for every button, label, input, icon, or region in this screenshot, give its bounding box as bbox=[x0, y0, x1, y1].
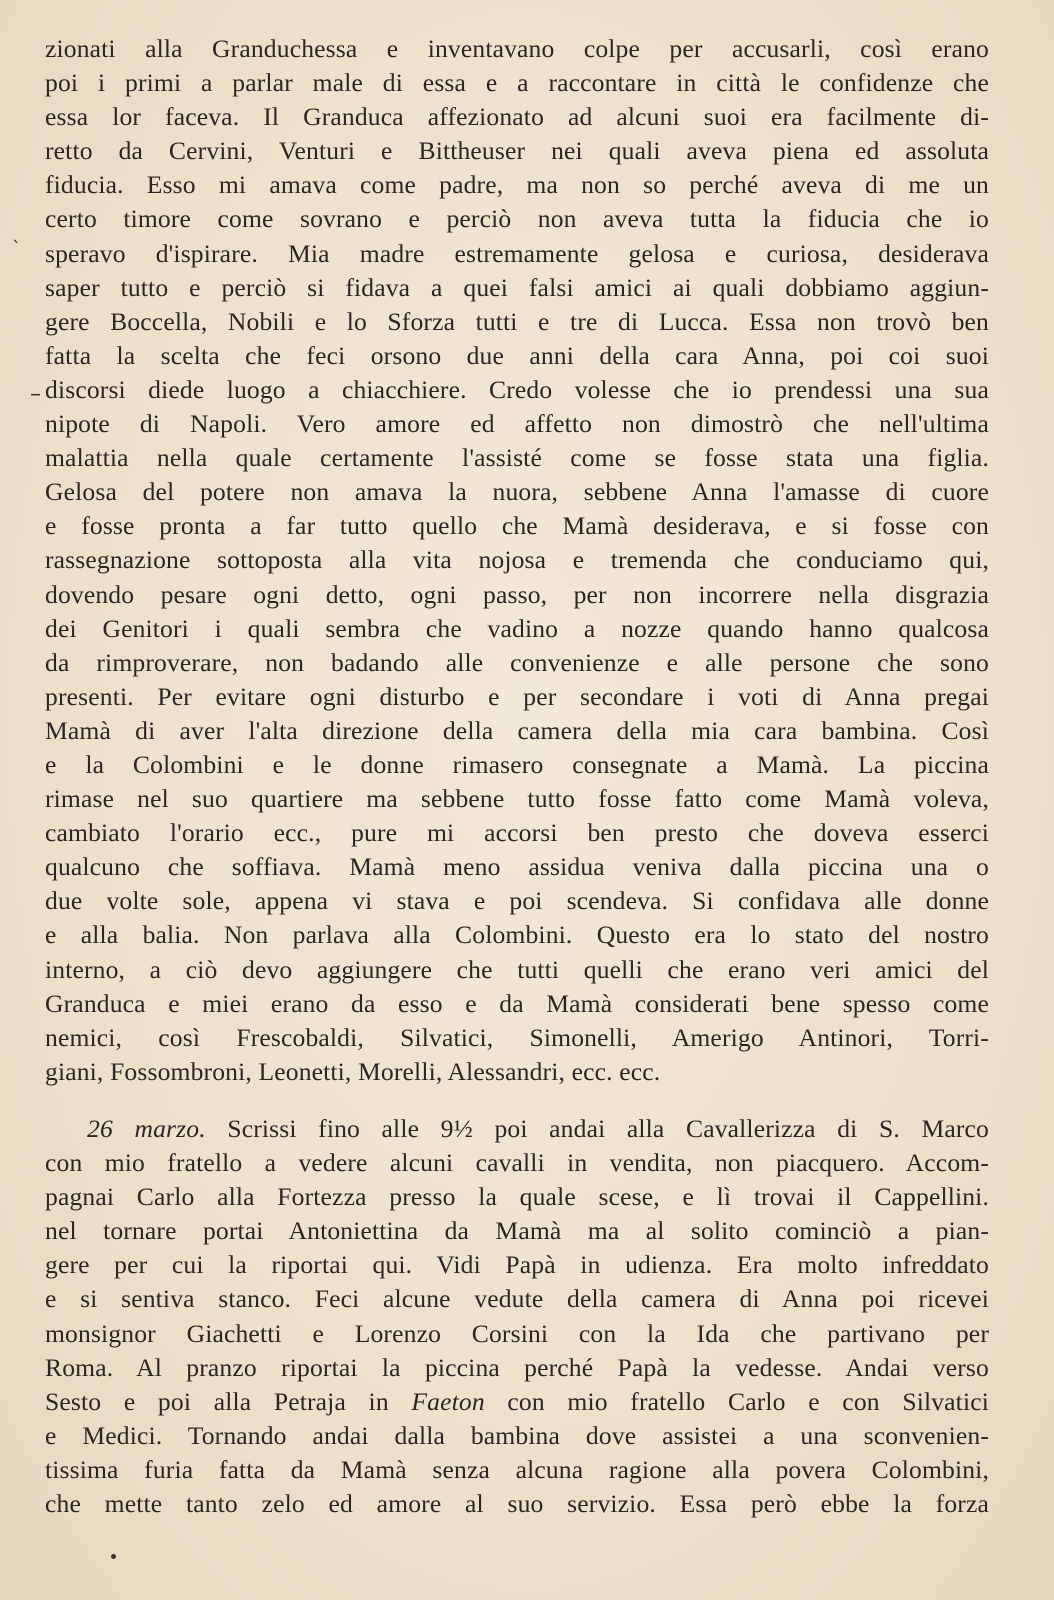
text-line: essa lor faceva. Il Granduca affezionato ad alcuni suoi era facilmente di- bbox=[45, 102, 989, 132]
text-fragment: Scrissi fino alle 9½ poi andai alla Cavallerizza di S. Marco bbox=[227, 1114, 989, 1143]
text-line: con mio fratello a vedere alcuni cavalli in vendita, non piacquero. Accom- bbox=[45, 1148, 989, 1178]
text-line: tissima furia fatta da Mamà senza alcuna ragione alla povera Colombini, bbox=[45, 1454, 989, 1484]
text-line: Mamà di aver l'alta direzione della camera della mia cara bambina. Così bbox=[45, 715, 989, 745]
text-line: Granduca e miei erano da esso e da Mamà considerati bene spesso come bbox=[45, 988, 989, 1018]
text-line: Roma. Al pranzo riportai la piccina perché Papà la vedesse. Andai verso bbox=[45, 1352, 989, 1382]
text-line: presenti. Per evitare ogni disturbo e per secondare i voti di Anna pregai bbox=[45, 681, 989, 711]
text-line: qualcuno che soffiava. Mamà meno assidua veniva dalla piccina una o bbox=[45, 852, 989, 882]
text-line: dei Genitori i quali sembra che vadino a nozze quando hanno qualcosa bbox=[45, 613, 989, 643]
margin-dash-mark: – bbox=[30, 382, 41, 407]
text-line: malattia nella quale certamente l'assisté come se fosse stata una figlia. bbox=[45, 443, 989, 473]
text-line: zionati alla Granduchessa e inventavano colpe per accusarli, così erano bbox=[45, 34, 989, 63]
text-line: fatta la scelta che feci orsono due anni della cara Anna, poi coi suoi bbox=[45, 340, 989, 370]
text-line: pagnai Carlo alla Fortezza presso la quale scese, e lì trovai il Cappellini. bbox=[45, 1182, 989, 1212]
text-line: gere Boccella, Nobili e lo Sforza tutti e tre di Lucca. Essa non trovò ben bbox=[45, 306, 989, 336]
text-fragment: con mio fratello Carlo e con Silvatici bbox=[507, 1386, 989, 1416]
text-line-first bbox=[45, 1112, 989, 1146]
text-line-with-title bbox=[45, 1385, 989, 1419]
paragraph-1 bbox=[45, 32, 989, 1089]
carriage-title: Faeton bbox=[411, 1386, 485, 1416]
text-line: fiducia. Esso mi amava come padre, ma non so perché aveva di me un bbox=[45, 170, 989, 200]
paragraph-2 bbox=[45, 1112, 989, 1521]
text-line: monsignor Giachetti e Lorenzo Corsini con la Ida che partivano per bbox=[45, 1318, 989, 1348]
text-line: dovendo pesare ogni detto, ogni passo, per non incorrere nella disgrazia bbox=[45, 579, 989, 609]
text-line: nel tornare portai Antoniettina da Mamà ma al solito cominciò a pian- bbox=[45, 1216, 989, 1246]
text-line: da rimproverare, non badando alle convenienze e alle persone che sono bbox=[45, 647, 989, 677]
text-line: retto da Cervini, Venturi e Bittheuser nei quali aveva piena ed assoluta bbox=[45, 136, 989, 166]
margin-dot-mark bbox=[111, 1554, 116, 1559]
text-line: rimase nel suo quartiere ma sebbene tutto fosse fatto come Mamà voleva, bbox=[45, 784, 989, 814]
text-line: gere per cui la riportai qui. Vidi Papà in udienza. Era molto infreddato bbox=[45, 1250, 989, 1280]
text-line: rassegnazione sottoposta alla vita nojosa e tremenda che conduciamo qui, bbox=[45, 545, 989, 575]
text-line: Gelosa del potere non amava la nuora, sebbene Anna l'amasse di cuore bbox=[45, 477, 989, 507]
text-line: interno, a ciò devo aggiungere che tutti quelli che erano veri amici del bbox=[45, 954, 989, 984]
text-fragment: Sesto e poi alla Petraja in bbox=[45, 1386, 389, 1416]
text-line: certo timore come sovrano e perciò non aveva tutta la fiducia che io bbox=[45, 204, 989, 234]
entry-date: 26 marzo. bbox=[87, 1114, 206, 1143]
text-line: cambiato l'orario ecc., pure mi accorsi ben presto che doveva esserci bbox=[45, 818, 989, 848]
text-line: che mette tanto zelo ed amore al suo servizio. Essa però ebbe la forza bbox=[45, 1489, 989, 1519]
text-line: discorsi diede luogo a chiacchiere. Credo volesse che io prendessi una sua bbox=[45, 374, 989, 404]
text-line: nipote di Napoli. Vero amore ed affetto non dimostrò che nell'ultima bbox=[45, 409, 989, 439]
text-line: poi i primi a parlar male di essa e a raccontare in città le confidenze che bbox=[45, 68, 989, 98]
text-line: nemici, così Frescobaldi, Silvatici, Simonelli, Amerigo Antinori, Torri- bbox=[45, 1022, 989, 1052]
text-line: e si sentiva stanco. Feci alcune vedute della camera di Anna poi ricevei bbox=[45, 1284, 989, 1314]
margin-tick-mark: ` bbox=[12, 238, 21, 259]
text-line: speravo d'ispirare. Mia madre estremamente gelosa e curiosa, desiderava bbox=[45, 238, 989, 268]
text-line: e fosse pronta a far tutto quello che Mamà desiderava, e si fosse con bbox=[45, 511, 989, 541]
text-line: e alla balia. Non parlava alla Colombini. Questo era lo stato del nostro bbox=[45, 920, 989, 950]
text-line: due volte sole, appena vi stava e poi scendeva. Si confidava alle donne bbox=[45, 886, 989, 916]
text-line: saper tutto e perciò si fidava a quei falsi amici ai quali dobbiamo aggiun- bbox=[45, 272, 989, 302]
text-line: e la Colombini e le donne rimasero consegnate a Mamà. La piccina bbox=[45, 749, 989, 779]
text-line: giani, Fossombroni, Leonetti, Morelli, Alessandri, ecc. ecc. bbox=[45, 1056, 661, 1086]
text-line: e Medici. Tornando andai dalla bambina dove assistei a una sconvenien- bbox=[45, 1420, 989, 1450]
